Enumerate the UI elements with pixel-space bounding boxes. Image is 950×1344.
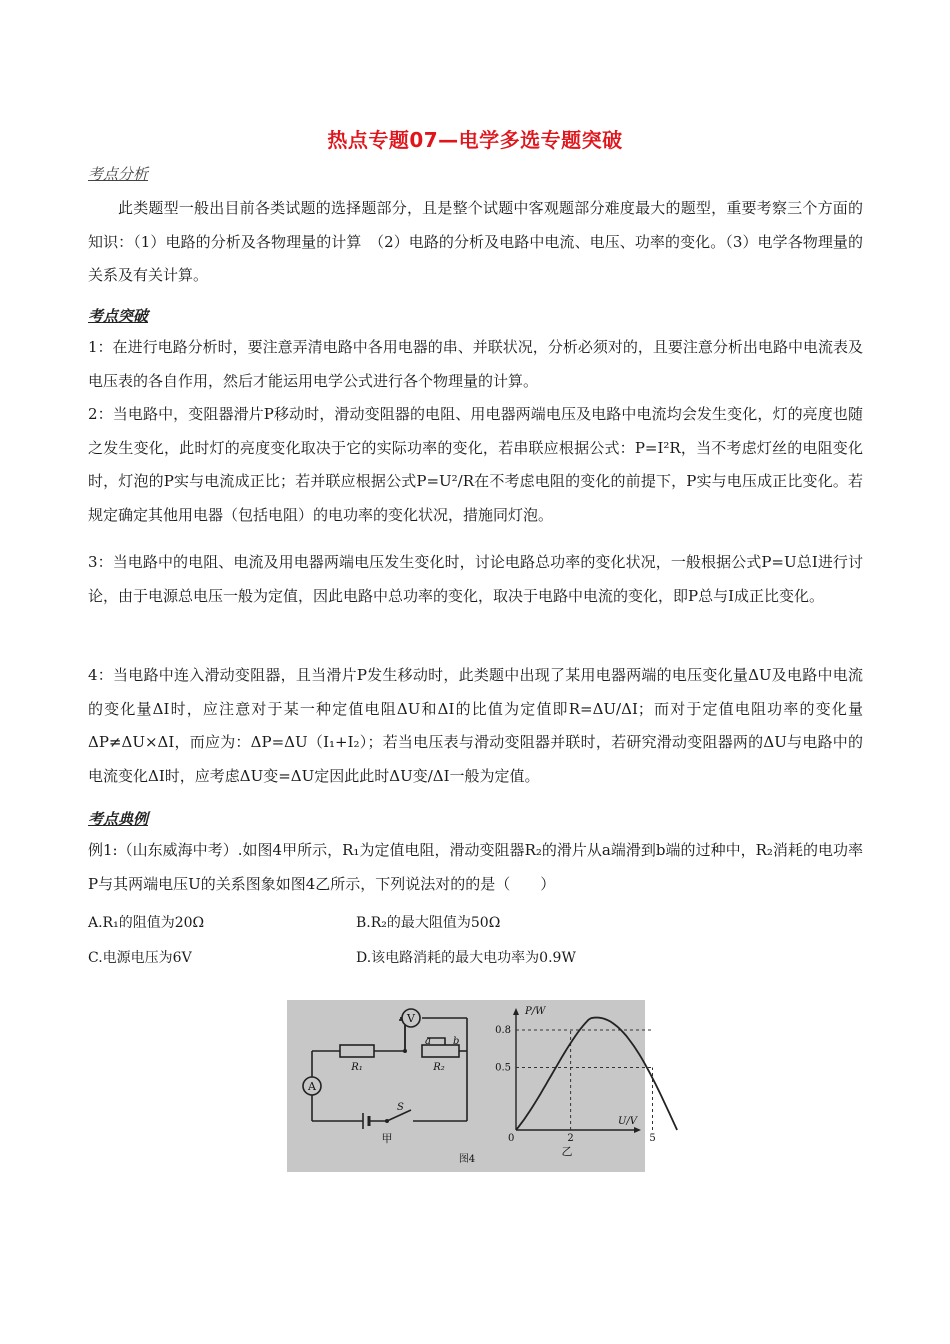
junction-dot (403, 1049, 407, 1053)
graph-label: 乙 (561, 1145, 573, 1158)
point-4-paragraph: 4：当电路中连入滑动变阻器，且当滑片P发生移动时，此类题中出现了某用电器两端的电压变化量ΔU及电路中电流的变化量ΔI时，应注意对于某一种定值电阻ΔU和ΔI的比值为定值即R=ΔU/ΔI；而对于定值电阻功率的变化量ΔP≠ΔU×ΔI，而应为：ΔP=ΔU（I₁+I₂）；若当电压表与滑动变阻器并联时，若研究滑动变阻器两的ΔU与电路中的电流变化ΔI时，应考虑ΔU变=ΔU定因此此时ΔU变/ΔI一般为定值。 (88, 666, 863, 785)
voltmeter-label: V (407, 1012, 415, 1025)
graph-x-arrow (634, 1127, 641, 1133)
graph-xtick-2: 2 (567, 1133, 574, 1144)
pu-graph (495, 1006, 677, 1158)
r2-label: R₂ (433, 1062, 445, 1073)
slider-a-label: a (425, 1036, 431, 1047)
graph-ytick-0.5: 0.5 (495, 1062, 511, 1074)
graph-xtick-5: 5 (649, 1133, 656, 1144)
option-a: A.R₁的阻值为20Ω (88, 915, 205, 931)
point-1-paragraph: 1：在进行电路分析时，要注意弄清电路中各用电器的串、并联状况，分析必须对的，且要注意分析出电路中电流表及电压表的各自作用，然后才能运用电学公式进行各个物理量的计算。 (88, 338, 863, 390)
example-1-question: 例1:（山东威海中考）.如图4甲所示，R₁为定值电阻，滑动变阻器R₂的滑片从a端滑到b端的过种中，R₂消耗的电功率P与其两端电压U的关系图象如图4乙所示，下列说法对的的是（ ） (88, 841, 863, 893)
ammeter-label: A (308, 1080, 316, 1093)
point-2-paragraph: 2：当电路中，变阻器滑片P移动时，滑动变阻器的电阻、用电器两端电压及电路中电流均会发生变化，灯的亮度也随之发生变化，此时灯的亮度变化取决于它的实际功率的变化，若串联应根据公式：P=I²R，当不考虑灯丝的电阻变化时，灯泡的P实与电流成正比；若并联应根据公式P=U²/R在不考虑电阻的变化的前提下，P实与电压成正比变化。若规定确定其他用电器（包括电阻）的电功率的变化状况，措施同灯泡。 (88, 405, 863, 524)
graph-ytick-0.8: 0.8 (495, 1025, 511, 1036)
option-c: C.电源电压为6V (88, 950, 192, 966)
r1-label: R₁ (351, 1062, 363, 1073)
option-d: D.该电路消耗的最大电功率为0.9W (356, 950, 576, 966)
graph-x-axis-label: U/V (618, 1116, 638, 1127)
section-heading-analysis: 考点分析 (88, 165, 149, 183)
switch-pivot (385, 1119, 389, 1123)
switch-label: S (397, 1102, 404, 1113)
section-heading-examples: 考点典例 (88, 810, 149, 828)
circuit-label: 甲 (381, 1132, 393, 1145)
graph-y-arrow (513, 1008, 519, 1015)
figure-4 (287, 1000, 656, 1172)
figure-caption: 图4 (458, 1154, 476, 1165)
option-b: B.R₂的最大阻值为50Ω (356, 915, 501, 931)
figure-4-svg (287, 1000, 656, 1172)
r1-symbol (340, 1045, 374, 1057)
graph-origin-label: 0 (508, 1133, 515, 1144)
section-heading-breakthrough: 考点突破 (88, 307, 149, 325)
point-3-paragraph: 3：当电路中的电阻、电流及用电器两端电压发生变化时，讨论电路总功率的变化状况，一般根据公式P=U总I进行讨论，由于电源总电压一般为定值，因此电路中总功率的变化，取决于电路中电流的变化，即P总与I成正比变化。 (88, 553, 863, 605)
graph-y-axis-label: P/W (525, 1006, 546, 1017)
analysis-paragraph: 此类题型一般出目前各类试题的选择题部分，且是整个试题中客观题部分难度最大的题型，重要考察三个方面的知识：（1）电路的分析及各物理量的计算 （2）电路的分析及电路中电流、电压、功率的变化。（3）电学各物理量的关系及有关计算。 (88, 199, 863, 284)
slider-b-label: b (453, 1036, 460, 1047)
page-title: 热点专题07—电学多选专题突破 (327, 128, 623, 152)
